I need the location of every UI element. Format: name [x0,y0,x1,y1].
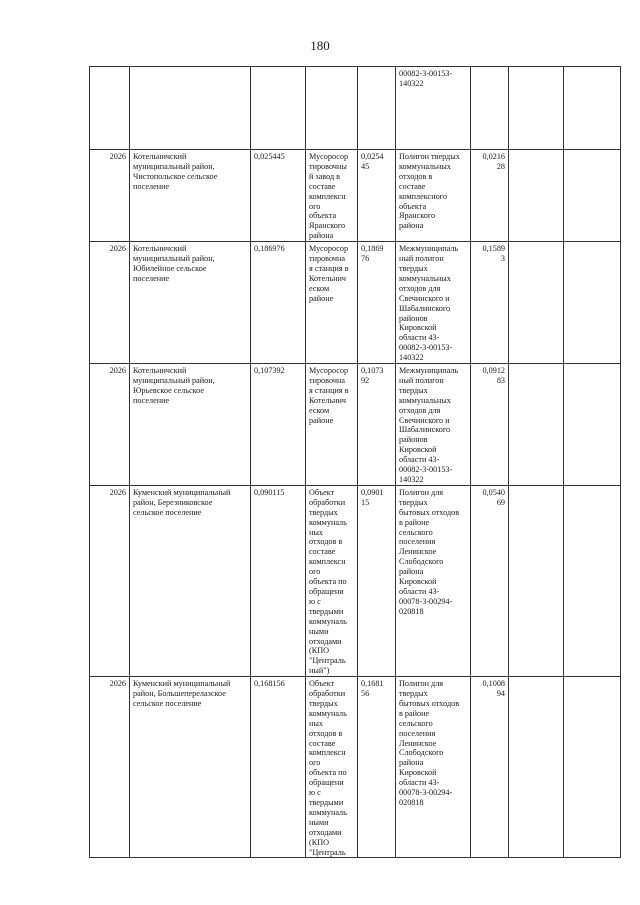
cell-text-line: твердых [309,698,338,708]
cell-text-line: бытовых отходов [399,698,460,708]
disposal-volume-cell [471,677,509,858]
cell-text-line: Межмуниципаль [399,244,459,254]
cell-text-line: 76 [361,254,370,264]
processing-facility-cell [306,242,358,364]
cell-text-line: муниципальный район, [133,161,215,171]
cell-text-line: Межмуниципаль [399,366,459,376]
cell-text-line: район, Березниковское [133,497,213,507]
cell-text-line: ю с [309,788,321,798]
cell-text-line: (КПО [309,646,330,656]
cell-text-line: сельского [399,718,433,728]
disposal-site-cell [396,364,471,486]
cell-text-line: ого [309,758,321,768]
facility-volume-cell [358,485,396,676]
cell-text-line: объекта [399,201,427,211]
cell-text-line: 3 [500,254,505,264]
cell-text-line: коммуналь [309,517,347,527]
table-row [90,242,621,364]
volume-cell: 0,107392 [251,364,306,486]
cell-text-line: Полигон для [399,679,444,689]
cell-text-line: области 43- [399,455,440,465]
cell-text-line: составе [309,181,336,191]
cell-text-line: области 43- [399,333,440,343]
disposal-site-cell [396,150,471,242]
cell-text-line: Мусоросор [309,244,349,254]
cell-text-line: муниципальный район, [133,375,215,385]
cell-text-line: 0,0901 [361,487,384,497]
cell-text-line: 0,1008 [482,679,505,689]
cell-text-line: 00082-3-00153- [399,465,453,475]
empty-cell [509,364,564,486]
cell-text-line: составе [399,181,426,191]
cell-text-line: 020818 [399,606,424,616]
cell-text-line: Котельничский [133,366,187,376]
cell-text-line: 140322 [399,78,424,88]
empty-cell [564,364,621,486]
cell-text-line: 94 [496,689,505,699]
cell-text-line: сельское поселение [133,698,202,708]
cell-text-line: обработки [309,689,346,699]
cell-text-line: отходов для [399,405,441,415]
cell-text-line: ный полигон [399,254,444,264]
cell-text-line: Кировской [399,323,437,333]
year-cell: 2026 [90,485,130,676]
cell-text-line: 56 [361,689,370,699]
cell-text-line: 0,1869 [361,244,384,254]
facility-volume-cell [358,150,396,242]
table-row [90,677,621,858]
empty-cell [509,485,564,676]
cell-text-line: Свечинского и [399,415,450,425]
cell-text-line: Котельнич [309,273,346,283]
cell-text-line: ный полигон [399,375,444,385]
cell-text-line: Слободского [399,748,444,758]
cell-text-line: 0,1681 [361,679,384,689]
cell-text-line: я станция в [309,385,349,395]
cell-text-line: отходами [309,636,342,646]
processing-facility-cell [306,485,358,676]
cell-text-line: Юрьевское сельское [133,385,204,395]
cell-text-line: 0,1589 [482,244,505,254]
cell-text-line: Объект [309,679,335,689]
empty-cell [564,677,621,858]
cell-text-line: твердых [309,507,338,517]
cell-text-line: Юбилейное сельское [133,263,207,273]
facility-volume-cell [358,67,396,150]
cell-text-line: области 43- [399,778,440,788]
municipality-cell [130,242,251,364]
cell-text-line: ными [309,817,329,827]
cell-text-line: объекта [309,211,337,221]
cell-text-line: Шабалинского [399,303,451,313]
cell-text-line: коммуналь [309,708,347,718]
cell-text-line: тировочна [309,254,345,264]
cell-text-line: 92 [361,375,370,385]
cell-text-line: ого [309,567,321,577]
cell-text-line: Чистопольское сельское [133,171,218,181]
cell-text-line: обращени [309,778,344,788]
municipality-cell [130,67,251,150]
disposal-site-cell [396,67,471,150]
facility-volume-cell [358,677,396,858]
cell-text-line: 0,0254 [361,152,384,161]
cell-text-line: Полигон твердых [399,152,460,161]
cell-text-line: ого [309,201,321,211]
cell-text-line: "Централь [309,847,346,857]
cell-text-line: Свечинского и [399,293,450,303]
cell-text-line: комплексн [309,191,346,201]
cell-text-line: Шабалинского [399,425,451,435]
cell-text-line: коммунальных [399,273,451,283]
cell-text-line: твердых [399,689,428,699]
cell-text-line: твердых [399,497,428,507]
processing-facility-cell [306,67,358,150]
disposal-site-cell [396,677,471,858]
cell-text-line: 45 [361,161,370,171]
cell-text-line: 00078-3-00294- [399,788,453,798]
cell-text-line: твердыми [309,798,344,807]
cell-text-line: Слободского [399,557,444,567]
processing-facility-cell [306,677,358,858]
volume-cell: 0,168156 [251,677,306,858]
disposal-volume-cell [471,67,509,150]
table-row [90,67,621,150]
cell-text-line: бытовых отходов [399,507,460,517]
cell-text-line: Мусоросор [309,366,349,376]
cell-text-line: комплексн [309,557,346,567]
empty-cell [509,150,564,242]
cell-text-line: й завод в [309,171,341,181]
cell-text-line: Ленинское [399,738,437,748]
empty-cell [509,677,564,858]
cell-text-line: твердых [399,385,428,395]
cell-text-line: я станция в [309,263,349,273]
cell-text-line: Ленинское [399,547,437,557]
cell-text-line: Кировской [399,577,437,587]
cell-text-line: Объект [309,487,335,497]
cell-text-line: составе [309,547,336,557]
cell-text-line: 0,1073 [361,366,384,376]
year-cell: 2026 [90,364,130,486]
cell-text-line: района [399,221,424,231]
disposal-volume-cell [471,242,509,364]
cell-text-line: поселение [133,273,170,283]
cell-text-line: комплексн [309,748,346,758]
empty-cell [564,150,621,242]
cell-text-line: твердых [399,263,428,273]
municipality-cell [130,150,251,242]
cell-text-line: комплексного [399,191,447,201]
cell-text-line: отходов для [399,283,441,293]
municipality-cell [130,364,251,486]
cell-text-line: составе [309,738,336,748]
cell-text-line: (КПО [309,837,330,847]
cell-text-line: "Централь [309,656,346,666]
cell-text-line: в районе [399,708,430,718]
page-number: 180 [310,38,330,53]
disposal-volume-cell [471,150,509,242]
cell-text-line: отходов в [309,537,343,547]
cell-text-line: Кировской [399,768,437,778]
cell-text-line: 00078-3-00294- [399,596,453,606]
cell-text-line: Мусоросор [309,152,349,161]
cell-text-line: поселение [133,181,170,191]
volume-cell: 0,186976 [251,242,306,364]
volume-cell: 0,025445 [251,150,306,242]
cell-text-line: твердыми [309,606,344,616]
municipality-cell [130,485,251,676]
cell-text-line: 00082-3-00153- [399,69,453,78]
cell-text-line: 140322 [399,353,424,363]
empty-cell [564,485,621,676]
table-row [90,364,621,486]
empty-cell [564,242,621,364]
cell-text-line: обработки [309,497,346,507]
cell-text-line: отходами [309,827,342,837]
cell-text-line: еском [309,283,330,293]
cell-text-line: коммуналь [309,807,347,817]
cell-text-line: ю с [309,596,321,606]
cell-text-line: муниципальный район, [133,254,215,264]
cell-text-line: района [399,567,424,577]
processing-facility-cell [306,364,358,486]
cell-text-line: Кировской [399,445,437,455]
cell-text-line: ных [309,718,323,728]
cell-text-line: 00082-3-00153- [399,343,453,353]
cell-text-line: поселения [399,728,436,738]
cell-text-line: Яранского [309,221,346,231]
empty-cell [509,67,564,150]
waste-flow-table [89,66,621,858]
volume-cell [251,67,306,150]
cell-text-line: поселения [399,537,436,547]
volume-cell: 0,090115 [251,485,306,676]
cell-text-line: Полигон для [399,487,444,497]
cell-text-line: Куменский муниципальный [133,679,231,689]
cell-text-line: районов [399,435,428,445]
disposal-volume-cell [471,485,509,676]
year-cell: 2026 [90,150,130,242]
year-cell: 2026 [90,677,130,858]
processing-facility-cell [306,150,358,242]
cell-text-line: Котельничский [133,152,187,161]
cell-text-line: районе [309,293,334,303]
cell-text-line: 83 [496,375,505,385]
table-row [90,485,621,676]
cell-text-line: тировочны [309,161,347,171]
cell-text-line: отходов в [399,171,433,181]
cell-text-line: 69 [496,497,505,507]
cell-text-line: района [399,758,424,768]
cell-text-line: 0,0540 [482,487,505,497]
disposal-site-cell [396,485,471,676]
cell-text-line: районов [399,313,428,323]
cell-text-line: Куменский муниципальный [133,487,231,497]
cell-text-line: 0,0912 [482,366,505,376]
cell-text-line: 0,0216 [482,152,505,161]
cell-text-line: коммунальных [399,161,451,171]
year-cell: 2026 [90,242,130,364]
empty-cell [564,67,621,150]
cell-text-line: тировочна [309,375,345,385]
cell-text-line: в районе [399,517,430,527]
facility-volume-cell [358,242,396,364]
cell-text-line: объекта по [309,768,347,778]
disposal-volume-cell [471,364,509,486]
cell-text-line: обращени [309,586,344,596]
cell-text-line: ных [309,527,323,537]
disposal-site-cell [396,242,471,364]
cell-text-line: районе [309,415,334,425]
cell-text-line: Котельничский [133,244,187,254]
cell-text-line: отходов в [309,728,343,738]
table-row [90,150,621,242]
cell-text-line: коммуналь [309,616,347,626]
cell-text-line: коммунальных [399,395,451,405]
cell-text-line: сельское поселение [133,507,202,517]
cell-text-line: Яранского [399,211,436,221]
municipality-cell [130,677,251,858]
cell-text-line: район, Большеперелазское [133,689,226,699]
cell-text-line: объекта по [309,577,347,587]
cell-text-line: 28 [496,161,505,171]
cell-text-line: ный") [309,666,330,676]
cell-text-line: района [309,231,334,241]
cell-text-line: еском [309,405,330,415]
cell-text-line: поселение [133,395,170,405]
cell-text-line: 140322 [399,475,424,484]
year-cell [90,67,130,150]
cell-text-line: 15 [361,497,370,507]
empty-cell [509,242,564,364]
facility-volume-cell [358,364,396,486]
cell-text-line: 020818 [399,798,424,807]
cell-text-line: Котельнич [309,395,346,405]
cell-text-line: ными [309,626,329,636]
cell-text-line: области 43- [399,586,440,596]
cell-text-line: сельского [399,527,433,537]
